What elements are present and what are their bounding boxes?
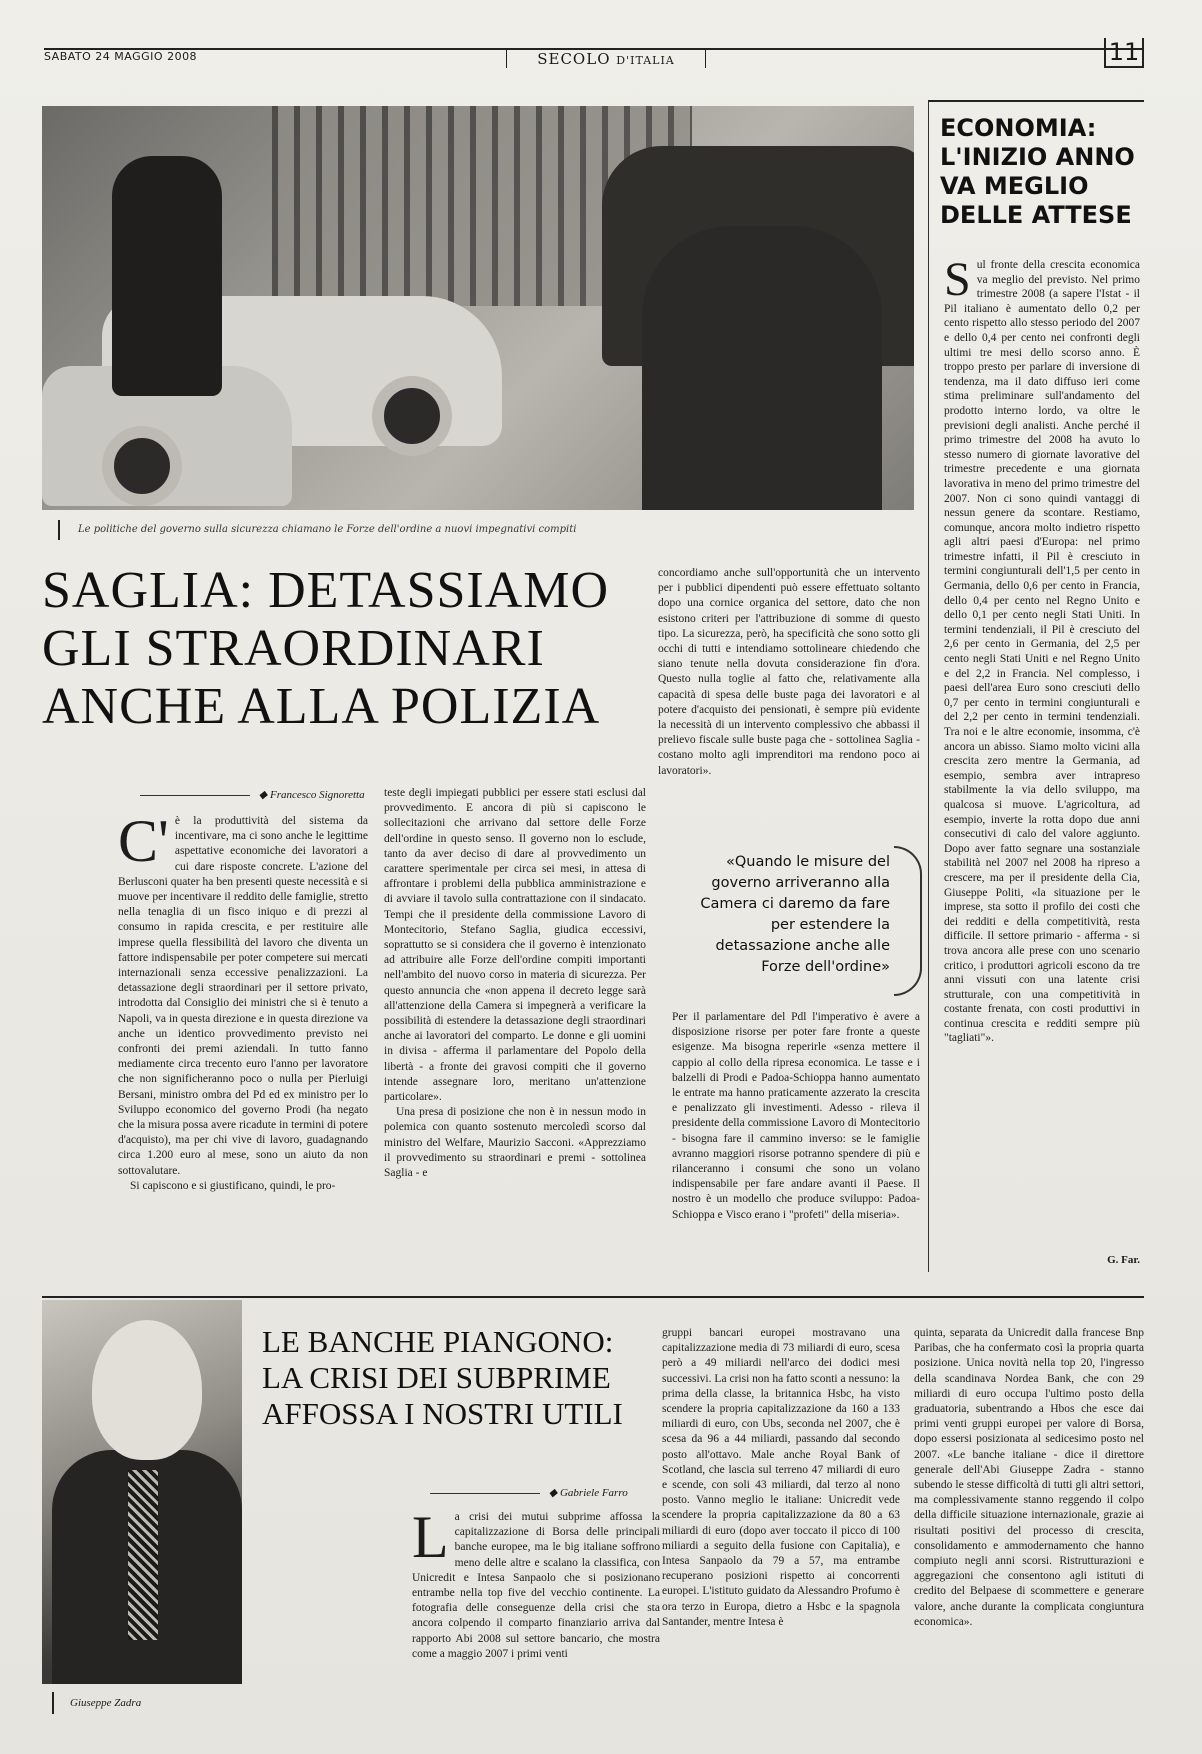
main-article-col1	[118, 814, 368, 1254]
bottom-article-col1	[412, 1510, 660, 1742]
headline-line: GLI STRAORDINARI	[42, 620, 545, 677]
photo-tie	[128, 1470, 158, 1640]
byline-author: Francesco Signoretta	[269, 789, 365, 801]
bottom-article-col3	[914, 1326, 1144, 1742]
sidebar-text	[944, 258, 1140, 1258]
paper-name-suffix: D'ITALIA	[616, 54, 675, 67]
dropcap: C'	[118, 814, 169, 874]
masthead-date: SABATO 24 MAGGIO 2008	[44, 50, 198, 63]
photo-women	[642, 226, 882, 510]
pull-quote: «Quando le misure del governo arriveranno alla Camera ci daremo da fare per estendere la detassazione anche alle Forze dell'ordine»	[700, 854, 890, 975]
sidebar-signature: G. Far.	[1107, 1254, 1140, 1266]
section-divider	[42, 1296, 1144, 1298]
main-article-col2	[384, 786, 646, 1256]
col3-bottom-text: Per il parlamentare del Pdl l'imperativo è avere a disposizione risorse per poter fare fronte a queste esigenze. Ma bisogna reperirle «senza mettere il cappio al collo della ripresa economica. Le tasse e i balzelli di Prodi e Padoa-Schioppa hanno aumentato le entrate ma hanno praticamente azzerato la crescita e penalizzato gli investimenti. Adesso - rileva il presidente della commissione Lavoro di Montecitorio - bisogna fare il cammino inverso: se le famiglie avranno maggiori risorse potranno spendere di più e rilanceranno i consumi che sono un volano indispensabile per fare andare avanti il Paese. Il nostro è un modello che produce sviluppo: Padoa-Schioppa e Visco erano i "profeti" della miseria».	[672, 1011, 920, 1221]
bottom-article-col2	[662, 1326, 900, 1742]
sidebar-title-line: ECONOMIA:	[940, 114, 1097, 142]
col2-text: teste degli impiegati pubblici per essere stati esclusi dal provvedimento. E ancora di più si capiscono le sollecitazioni che arrivano dal settore delle Forze dell'ordine in questo senso. Il governo non lo esclude, tanto da aver deciso di dare al provvedimento un carattere sperimentale per circa sei mesi, in attesa di affrontare i problemi della pubblica amministrazione e di avviare il tavolo sulla contrattazione con il sindacato. Tempi che il presidente della commissione Lavoro di Montecitorio, Stefano Saglia, giudica eccessivi, soprattutto se si considera che il governo è intenzionato ad attribuire alle Forze dell'ordine compiti importanti nell'ambito del nuovo corso in materia di sicurezza. Per questo annuncia che «non appena il decreto legge sarà all'attenzione della Camera si impegnerà a verificare la possibilità di estendere la detassazione degli straordinari anche ai lavoratori del comparto. Le donne e gli uomini in divisa - afferma il parlamentare del Popolo della libertà - a fronte dei gravosi compiti che il governo intende assegnare loro, meritano un'attenzione particolare».	[384, 787, 646, 1104]
pull-quote-brace	[894, 846, 922, 996]
police-photo-caption: Le politiche del governo sulla sicurezza chiamano le Forze dell'ordine a nuovi impegnativi compiti	[58, 520, 858, 540]
police-photo	[42, 106, 914, 510]
col1-text: è la produttività del sistema da incentivare, ma ci sono anche le legittime aspettative economiche dei lavoratori a cui dare risposte concrete. L'azione del Berlusconi quater ha ben presenti queste necessità e si muove per incentivare il reddito delle famiglie, stretto nella tenaglia di un fisco iniquo e di prezzi al consumo in rapida crescita, e per restituire alle imprese quella flessibilità del lavoro che diventa un fattore indispensabile per poter competere sui mercati internazionali senza eccessive penalizzazioni. La detassazione degli straordinari per il settore privato, introdotta dal Consiglio dei ministri che si è tenuto a Napoli, va in questa direzione e in questa direzione va anche un identico provvedimento previsto nei confronti dei premi aziendali. In tutto fanno mediamente circa trecento euro l'anno per lavoratore che non significheranno poco o nulla per Pierluigi Bersani, ministro ombra del Pd ed ex ministro per lo Sviluppo economico del governo Prodi (ha negato che la misura possa avere ricadute in termini di potere d'acquisto), ma per chi vive di lavoro, guadagnando circa 1.200 euro al mese, sono un aiuto da non sottovalutare.	[118, 815, 368, 1177]
sidebar-title	[940, 114, 1140, 230]
photo-officer	[112, 156, 222, 396]
bottom-byline: ◆ Gabriele Farro	[430, 1486, 628, 1499]
sidebar-title-line: L'INIZIO ANNO	[940, 143, 1135, 171]
dropcap: L	[412, 1510, 449, 1570]
photo-wheel	[372, 376, 452, 456]
col2-tail: Una presa di posizione che non è in nessun modo in polemica con quanto sostenuto mercoledì scorso dal ministro del Welfare, Maurizio Sacconi. «Apprezziamo il provvedimento su straordinari e premi - sottolinea Saglia - e	[384, 1106, 646, 1180]
main-headline	[42, 562, 642, 736]
col3-top-text: concordiamo anche sull'opportunità che un intervento per i pubblici dipendenti può essere effettuato soltanto dopo una cornice organica del settore, dato che non esistono criteri per l'attribuzione di somme di questo tipo. La sicurezza, però, ha specificità che sono sotto gli occhi di tutti e intendiamo sottolineare chiedendo che siano tenute nella dovuta considerazione fin d'ora. Questo nulla toglie al fatto che, relativamente alla capacità di spesa delle buste paga dei lavoratori e al potere d'acquisto dei pensionati, è sempre più evidente la necessità di un intervento complessivo che abbassi il prelievo fiscale sulle buste paga che - sottolinea Saglia - costano molto agli imprenditori ma rendono poco ai lavoratori».	[658, 567, 920, 777]
headline-line: LA CRISI DEI SUBPRIME	[262, 1360, 611, 1395]
photo-head	[92, 1320, 202, 1460]
paper-name: SECOLO	[537, 50, 611, 68]
headline-line: SAGLIA: DETASSIAMO	[42, 562, 610, 619]
bottom-headline	[262, 1324, 662, 1432]
sidebar-title-line: VA MEGLIO	[940, 172, 1089, 200]
bottom-col1-text: a crisi dei mutui subprime affossa la capitalizzazione di Borsa delle principali banche europee, ma le big italiane soffrono meno delle altre e scalano la classifica, con Unicredit e Intesa Sanpaolo che si posizionano entrambe nella top five del vecchio continente. La fotografia delle conseguenze della crisi che sta ancora colpendo il comparto finanziario arriva dal rapporto Abi 2008 sul settore bancario, che mostra come a maggio 2007 i primi venti	[412, 1511, 660, 1660]
zadra-photo	[42, 1300, 242, 1684]
col1-tail: Si capiscono e si giustificano, quindi, le pro-	[130, 1179, 336, 1192]
sidebar-dropcap: S	[944, 258, 971, 306]
sidebar-title-line: DELLE ATTESE	[940, 201, 1132, 229]
zadra-photo-caption: Giuseppe Zadra	[52, 1692, 232, 1714]
main-article-col3-top	[658, 566, 920, 822]
main-byline: ◆ Francesco Signoretta	[140, 788, 365, 801]
masthead-paper-name	[506, 50, 706, 68]
headline-line: LE BANCHE PIANGONO:	[262, 1324, 614, 1359]
photo-wheel	[102, 426, 182, 506]
main-article-col3-bottom	[672, 1010, 920, 1260]
sidebar-body: ul fronte della crescita economica va meglio del previsto. Nel primo trimestre 2008 (a sapere l'Istat - il Pil italiano è aumentato dello 0,2 per cento rispetto allo stesso periodo del 2007 e dello 0,4 per cento nei confronti degli ultimi tre mesi dello scorso anno. È troppo presto per parlare di inversione di tendenza, ma il dato diffuso ieri come stima preliminare sull'andamento del prodotto interno lordo, va oltre le previsioni degli analisti. Anche perché il primo trimestre del 2008 ha avuto lo stesso numero di giornate lavorative del trimestre precedente e una giornata lavorativa in meno del primo trimestre del 2007. Non ci sono quindi vantaggi di nessun genere da scontare. Restiamo, comunque, ancora molto indietro rispetto agli altri paesi d'Europa: nel primo trimestre infatti, il Pil è cresciuto in termini congiunturali dell'1,5 per cento in Germania, dello 0,6 per cento in Francia, dello 0,4 per cento nel Regno Unito e dello 0,1 per cento negli Stati Uniti. In termini tendenziali, il Pil è cresciuto del 2,6 per cento in Germania, del 2,5 per cento negli Stati Uniti e nel Regno Unito e del 2,2 in Francia. Nel complesso, i paesi dell'area Euro sono cresciuti dello 0,7 per cento in termini congiunturali e del 2,2 per cento in termini tendenziali. Tra noi e le altre economie, insomma, c'è ancora un abisso. Siamo molto vicini alla crescita zero mentre la Germania, ad esempio, sembra aver intrapreso stabilmente la via dello sviluppo, ma qualcosa si muove. L'agricoltura, ad esempio, inverte la rotta dopo due anni consecutivi di calo del valore aggiunto. Dopo aver fatto segnare una sostanziale stabilità nel 2007 nel 2008 ha ripreso a crescere, ma per il presidente della Cia, Giuseppe Politi, «la situazione per le imprese, sta sotto il profilo dei costi che dei redditi e della competitività, resta difficile. Il settore primario - afferma - si trova ancora alle prese con uno scenario critico, i produttori agricoli escono da tre anni vissuti con una latente crisi strutturale, con una competitività in costante frenata, con costi produttivi in continua crescita e redditi sempre più "tagliati"».	[944, 259, 1140, 1045]
bottom-col3-text: quinta, separata da Unicredit dalla francese Bnp Paribas, che ha confermato così la propria quarta posizione. Unica novità nella top 20, l'ingresso della scandinava Nordea Bank, che con 29 miliardi di euro occupa l'ultimo posto della graduatoria, subentrando a Hbos che esce dai primi venti gruppi europei per valore di Borsa, dopo essersi posizionata al sedicesimo posto nel 2007. «Le banche italiane - dice il direttore generale dell'Abi Giuseppe Zadra - stanno subendo le stesse difficoltà di tutti gli altri settori, ma complessivamente stanno reggendo il colpo della difficile situazione internazionale, grazie ai risultati positivi del processo di crescita, consolidamento e ammodernamento che hanno compiuto negli anni scorsi. Ristrutturazioni e aggregazioni che consentono agli istituti di credito del Belpaese di scommettere e generare valore, anche durante la complicata congiuntura economica».	[914, 1327, 1144, 1628]
masthead	[44, 40, 1144, 70]
bottom-col2-text: gruppi bancari europei mostravano una capitalizzazione media di 73 miliardi di euro, scesa però a 49 miliardi nell'arco dei dodici mesi successivi. La crisi non ha fatto sconti a nessuno: la prima della classe, la britannica Hsbc, ha visto scendere la propria capitalizzazione da 160 a 133 miliardi di euro, con Ubs, seconda nel 2007, che è scesa da 96 a 44 miliardi, passando dal secondo posto all'ottavo. Male anche Royal Bank of Scotland, che lascia sul terreno 47 miliardi di euro e scende, con soli 43 miliardi, dal terzo al nono posto. Vanno meglio le italiane: Unicredit vede scendere la propria capitalizzazione da 80 a 63 miliardi di euro (dopo aver toccato il picco di 100 miliardi a seguito della fusione con Capitalia), e Intesa Sanpaolo da 79 a 57, ma entrambe recuperano posizioni rispetto ai concorrenti europei. L'istituto guidato da Alessandro Profumo è ora terzo in Europa, dietro a Hsbc e la spagnola Santander, mentre Intesa è	[662, 1327, 900, 1628]
headline-line: AFFOSSA I NOSTRI UTILI	[262, 1396, 623, 1431]
byline-author: Gabriele Farro	[559, 1487, 628, 1499]
headline-line: ANCHE ALLA POLIZIA	[42, 678, 601, 735]
page-number: 11	[1104, 38, 1144, 68]
